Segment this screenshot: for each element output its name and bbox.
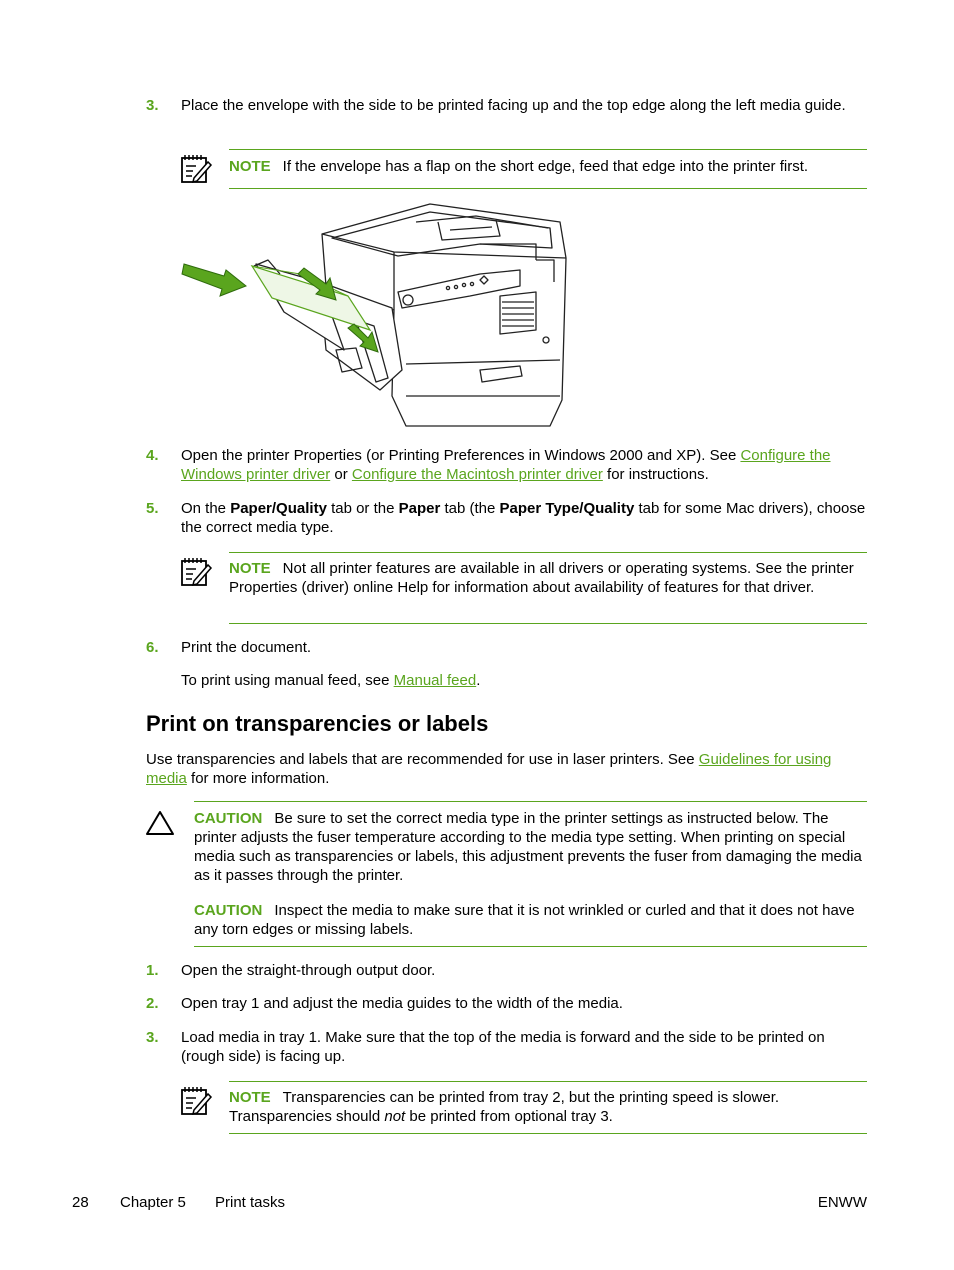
bold-term: Paper bbox=[398, 500, 441, 517]
note-box bbox=[229, 1081, 867, 1134]
step-subtext bbox=[181, 671, 871, 690]
text: . bbox=[476, 672, 481, 689]
caution-box bbox=[194, 801, 867, 947]
step-number: 3. bbox=[146, 97, 159, 114]
note-icon bbox=[180, 152, 214, 184]
text: for more information. bbox=[186, 770, 330, 787]
text: tab or the bbox=[326, 500, 399, 517]
text: On the bbox=[181, 500, 231, 517]
step-text bbox=[181, 499, 867, 537]
page-number: 28 bbox=[72, 1194, 89, 1211]
step-text: Print the document. bbox=[181, 639, 312, 656]
emphasis: not bbox=[384, 1108, 406, 1125]
text: Open the printer Properties (or Printing Preferences in Windows 2000 and XP). See bbox=[181, 447, 741, 464]
note-label: NOTE bbox=[229, 158, 271, 175]
step-text bbox=[181, 446, 867, 484]
step-text: Open the straight-through output door. bbox=[181, 962, 436, 979]
link-guidelines-media[interactable]: Guidelines for using media bbox=[146, 751, 832, 787]
section-intro bbox=[146, 750, 870, 788]
printer-envelope-illustration bbox=[180, 200, 580, 432]
text: or bbox=[330, 466, 352, 483]
note-icon bbox=[180, 1084, 214, 1116]
step-text: Load media in tray 1. Make sure that the top of the media is forward and the side to be printed on (rough side) is facing up. bbox=[181, 1029, 825, 1065]
text: tab (the bbox=[440, 500, 500, 517]
link-configure-mac-driver[interactable]: Configure the Macintosh printer driver bbox=[351, 466, 603, 483]
note-text: If the envelope has a flap on the short edge, feed that edge into the printer first. bbox=[282, 158, 809, 175]
note-label: NOTE bbox=[229, 1089, 271, 1106]
bold-term: Paper Type/Quality bbox=[499, 500, 635, 517]
footer-right: ENWW bbox=[817, 1194, 867, 1211]
caution-icon bbox=[145, 810, 175, 836]
step-number: 5. bbox=[146, 500, 159, 517]
step-number: 6. bbox=[146, 639, 159, 656]
note-text: be printed from optional tray 3. bbox=[405, 1108, 613, 1125]
caution-text: Inspect the media to make sure that it is not wrinkled or curled and that it does not have any torn edges or missing labels. bbox=[194, 902, 855, 938]
text: To print using manual feed, see bbox=[181, 672, 394, 689]
step-number: 1. bbox=[146, 962, 159, 979]
note-label: NOTE bbox=[229, 560, 271, 577]
note-text: Transparencies can be printed from tray 2, but the printing speed is slower. Transparencies should bbox=[229, 1089, 780, 1125]
text: Use transparencies and labels that are recommended for use in laser printers. See bbox=[146, 751, 699, 768]
section-heading: Print on transparencies or labels bbox=[146, 711, 489, 736]
bold-term: Paper/Quality bbox=[230, 500, 327, 517]
step-text: Place the envelope with the side to be printed facing up and the top edge along the left media guide. bbox=[181, 97, 846, 114]
footer-section: Print tasks bbox=[215, 1194, 286, 1211]
caution-text: Be sure to set the correct media type in the printer settings as instructed below. The printer adjusts the fuser temperature according to the media type setting. When printing on special media such as transparencies or labels, this adjustment prevents the fuser from damaging the media as it passes through the printer. bbox=[194, 810, 862, 884]
step-number: 4. bbox=[146, 447, 159, 464]
note-icon bbox=[180, 555, 214, 587]
step-number: 2. bbox=[146, 995, 159, 1012]
link-configure-windows-driver[interactable]: Configure the Windows printer driver bbox=[181, 447, 831, 483]
link-manual-feed[interactable]: Manual feed bbox=[393, 672, 477, 689]
caution-label: CAUTION bbox=[194, 810, 263, 827]
footer-chapter: Chapter 5 bbox=[120, 1194, 186, 1211]
text: for instructions. bbox=[602, 466, 709, 483]
note-box bbox=[229, 552, 867, 624]
note-box bbox=[229, 149, 867, 189]
note-text: Not all printer features are available in all drivers or operating systems. See the printer Properties (driver) online Help for information about availability of features for that driver. bbox=[229, 560, 854, 596]
step-text: Open tray 1 and adjust the media guides to the width of the media. bbox=[181, 995, 623, 1012]
caution-label: CAUTION bbox=[194, 902, 263, 919]
text: tab for some Mac drivers), choose the correct media type. bbox=[181, 500, 866, 536]
step-number: 3. bbox=[146, 1029, 159, 1046]
